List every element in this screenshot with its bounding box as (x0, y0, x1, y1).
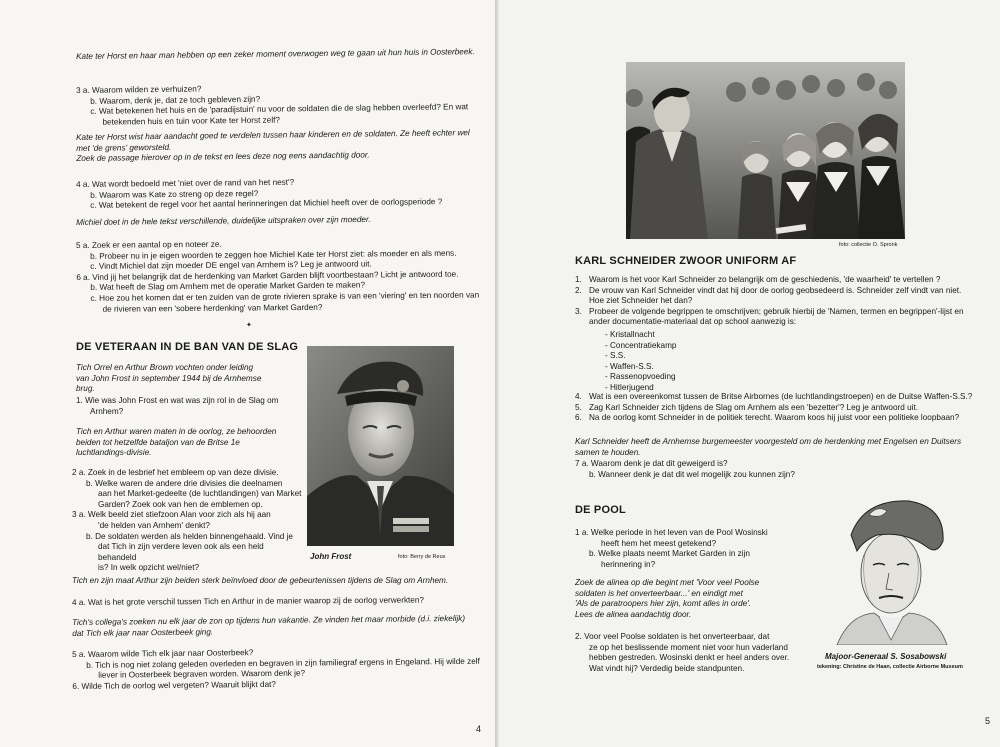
veteraan-question-1 (76, 396, 296, 417)
question-line: Wat vindt hij? Verdedig beide standpunten. (589, 663, 745, 673)
paragraph-line: Zoek de alinea op die begint met 'Voor veel Poolse (575, 578, 760, 587)
paragraph-collegas (72, 614, 472, 639)
right-page (499, 0, 1000, 747)
karl-questions-4-6 (575, 392, 985, 424)
photo-caption-name: John Frost (310, 552, 352, 561)
paragraph-line: dat Tich elk jaar naar Oosterbeek ging. (72, 627, 214, 638)
paragraph-line: 'Als de paratroopers hier zijn, komt alles in orde'. (575, 599, 752, 609)
question-line: b. Probeer nu in je eigen woorden te zeggen hoe Michiel Kate ter Horst ziet: als moeder en als mens. (90, 248, 457, 261)
question-line: 1. Wie was John Frost en wat was zijn rol in de Slag om (76, 396, 279, 405)
question-line: 4 a. Wat wordt bedoeld met 'niet over de rand van het nest'? (76, 177, 295, 189)
question-line: c. Hoe zou het komen dat er ten zuiden van de grote rivieren sprake is van een 'viering' en ten noorden van (90, 290, 480, 303)
term-item: - S.S. (605, 351, 626, 361)
question-line: ze op het beslissende moment niet voor hun vaderland (589, 642, 788, 652)
section-title-text: DE POOL (575, 504, 626, 516)
section-title-text: DE VETERAAN IN DE BAN VAN DE SLAG (76, 341, 299, 353)
paragraph-line: Tich Orrel en Arthur Brown vochten onder leiding van John Frost in september 1944 bij de Arnhemse brug. (76, 363, 262, 394)
pool-question-1 (575, 528, 815, 570)
question-line: Hoe ziet Schneider het dan? (589, 296, 693, 306)
question-line: 2. De vrouw van Karl Schneider vindt dat hij door de oorlog geobsedeerd is. Schneider zelf vindt van niet. (575, 285, 962, 295)
sosabowski-drawing (829, 495, 954, 645)
question-line: c. Vindt Michiel dat zijn moeder DE engel van Arnhem is? Leg je antwoord uit. (90, 259, 372, 272)
veteraan-questions-2-3 (72, 468, 302, 574)
intro-paragraph: Kate ter Horst en haar man hebben op een zeker moment overwogen weg te gaan uit hun huis in Oosterbeek. (76, 47, 475, 61)
question-3-block (76, 81, 476, 128)
term-item: - Rassenopvoeding (605, 372, 676, 382)
paragraph-line: Karl Schneider heeft de Arnhemse burgemeester voorgesteld om de herdenking met Engelsen en Duitsers (575, 437, 962, 446)
question-line: c. Wat betekenen het huis en de 'paradijstuin' nu voor de soldaten die de slag hebben overleefd? En wat (90, 102, 469, 117)
question-line: heeft hem het meest getekend? (601, 538, 717, 548)
question-line: b. Waarom was Kate zo streng op deze regel? (90, 188, 259, 200)
question-line: 7 a. Waarom denk je dat dit geweigerd is? (575, 459, 728, 468)
question-line: 3 a. Waarom wilden ze verhuizen? (76, 84, 202, 95)
term-item: - Kristallnacht (605, 330, 655, 339)
question-line: de rivieren van een 'sobere herdenking' van Market Garden? (102, 302, 323, 314)
paragraph-line: Tich en zijn maat Arthur zijn beiden sterk beïnvloed door de gebeurtenissen tijdens de Slag om Arnhem. (72, 576, 449, 585)
question-line: 2 a. Zoek in de lesbrief het embleem op van deze divisie. (72, 468, 279, 477)
question-line: 6. Na de oorlog komt Schneider in de politiek terecht. Waarom koos hij juist voor een politieke loopbaan? (575, 413, 960, 423)
paragraph-poolse-soldaten (575, 578, 815, 620)
pool-question-2 (575, 632, 815, 674)
section-title-pool (575, 505, 675, 516)
paragraph-line: samen te houden. (575, 447, 641, 457)
question-line: is? In welk opzicht wel/niet? (98, 563, 200, 573)
question-line: betekenden huis en tuin voor Kate ter Horst zelf? (102, 115, 280, 127)
veteraan-question-4 (72, 595, 472, 608)
question-line: b. Welke plaats neemt Market Garden in zijn (589, 549, 750, 559)
question-line: 5 a. Waarom wilde Tich elk jaar naar Oosterbeek? (72, 648, 254, 659)
question-line: b. Wat heeft de Slag om Arnhem met de operatie Market Garden te maken? (90, 280, 366, 293)
question-line: 'de helden van Arnhem' denkt? (98, 520, 210, 530)
question-line: dat Tich in zijn verdere leven ook als een held behandeld (98, 542, 264, 562)
question-line: herinnering in? (601, 559, 656, 569)
paragraph-line: Tich's collega's zoeken nu elk jaar de zon op tijdens hun vakantie. Ze vinden het maar morbide (d.i. ziekelijk) (72, 613, 466, 627)
question-line: Arnhem? (90, 406, 124, 416)
section-title-text: KARL SCHNEIDER ZWOOR UNIFORM AF (575, 255, 797, 267)
question-line: ander documentatie-materiaal dat op school aanwezig is: (589, 317, 797, 327)
question-line: 6 a. Vind jij het belangrijk dat de herdenking van Market Garden blijft voortbestaan? Licht je antwoord toe. (76, 269, 459, 282)
left-page (0, 0, 495, 747)
paragraph-line: Zoek de passage hierover op in de tekst en lees deze nog eens aandachtig door. (76, 150, 370, 164)
paragraph-line: Lees de alinea aandachtig door. (575, 609, 692, 619)
question-line: b. Waarom, denk je, dat ze toch gebleven zijn? (90, 94, 261, 106)
question-line: 5. Zag Karl Schneider zich tijdens de Slag om Arnhem als een 'bezetter'? Leg je antwoord uit. (575, 402, 918, 412)
intro-text (76, 47, 476, 62)
paragraph-moeder (76, 214, 476, 229)
question-line: 3. Probeer de volgende begrippen te omschrijven; gebruik hierbij de 'Namen, termen en begrippen'-lijst en (575, 306, 964, 316)
question-line: 4. Wat is een overeenkomst tussen de Britse Airbornes (de luchtlandingstroepen) en de Duitse Waffen-S.S.? (575, 392, 973, 401)
john-frost-photo (307, 346, 454, 546)
paragraph-maten (76, 427, 286, 459)
question-4-block (76, 176, 476, 212)
section-title-karl (575, 256, 835, 267)
karl-schneider-photo (626, 62, 905, 239)
question-line: 1 a. Welke periode in het leven van de Pool Wosinski (575, 528, 768, 537)
term-item: - Waffen-S.S. (605, 361, 654, 371)
paragraph-grens (76, 128, 476, 165)
term-item: - Hitlerjugend (605, 382, 654, 392)
question-line: b. Welke waren de andere drie divisies die deelnamen (86, 478, 283, 488)
page-number: 4 (476, 724, 482, 734)
paragraph-beinvloed (72, 576, 472, 587)
photo-credit: foto: collectie O. Spronk (839, 242, 898, 248)
paragraph-line: Tich en Arthur waren maten in de oorlog, ze behoorden beiden tot hetzelfde bataljon van de Britse 1e luchtlandings-divisie. (76, 427, 277, 458)
question-line: hebben gestreden. Wosinski denkt er heel anders over. (589, 653, 790, 663)
separator-mark: ✦ (246, 322, 252, 329)
veteraan-questions-5-6 (72, 646, 482, 693)
question-line: b. Tich is nog niet zolang geleden overleden en begraven in zijn familiegraf ergens in Engeland. Hij wilde zelf (86, 656, 480, 670)
question-line: 4 a. Wat is het grote verschil tussen Tich en Arthur in de manier waarop zij de oorlog verwerkten? (72, 595, 424, 607)
question-5-6-block (76, 237, 487, 315)
question-line: b. Wanneer denk je dat dit wel mogelijk zou kunnen zijn? (589, 469, 795, 479)
karl-question-7 (575, 459, 975, 480)
question-line: b. De soldaten werden als helden binnengehaald. Vind je (86, 531, 293, 541)
terms-list (605, 330, 805, 394)
question-line: 6. Wilde Tich de oorlog wel vergeten? Waaruit blijkt dat? (72, 679, 276, 691)
question-line: liever in Oosterbeek begraven worden. Waarom denk je? (98, 668, 306, 680)
paragraph-line: Kate ter Horst wist haar aandacht goed te verdelen tussen haar kinderen en de soldaten. Ze heeft echter wel (76, 128, 470, 142)
page-number: 5 (985, 716, 991, 726)
section-title-veteraan (76, 342, 306, 353)
section-intro (76, 363, 266, 395)
paragraph-line: soldaten is het onverteerbaar...' en eindigt met (575, 588, 743, 598)
question-line: Garden? Zoek ook van hen de emblemen op. (98, 499, 263, 509)
karl-questions-1-3 (575, 275, 975, 328)
question-line: 5 a. Zoek er een aantal op en noteer ze. (76, 239, 222, 250)
drawing-caption-name: Majoor-Generaal S. Sosabowski (825, 652, 947, 661)
term-item: - Concentratiekamp (605, 340, 677, 350)
paragraph-line: met 'de grens' geworsteld. (76, 142, 172, 153)
question-line: aan het Market-gedeelte (de luchtlandingen) van Market (98, 489, 302, 499)
question-line: c. Wat betekent de regel voor het aantal herinneringen dat Michiel heeft over de oorlogsperiode ? (90, 197, 443, 211)
question-line: 1. Waarom is het voor Karl Schneider zo belangrijk om de geschiedenis, 'de waarheid' te vertellen ? (575, 275, 941, 284)
question-line: 3 a. Welk beeld ziet stiefzoon Alan voor zich als hij aan (72, 510, 271, 520)
paragraph-burgemeester (575, 437, 985, 458)
photo-credit: foto: Berry de Reus (398, 554, 446, 560)
question-line: 2. Voor veel Poolse soldaten is het onverteerbaar, dat (575, 632, 770, 641)
drawing-credit: tekening: Christine de Haan, collectie Airborne Museum (817, 664, 963, 670)
paragraph-line: Michiel doet in de hele tekst verschillende, duidelijke uitspraken over zijn moeder. (76, 214, 371, 227)
